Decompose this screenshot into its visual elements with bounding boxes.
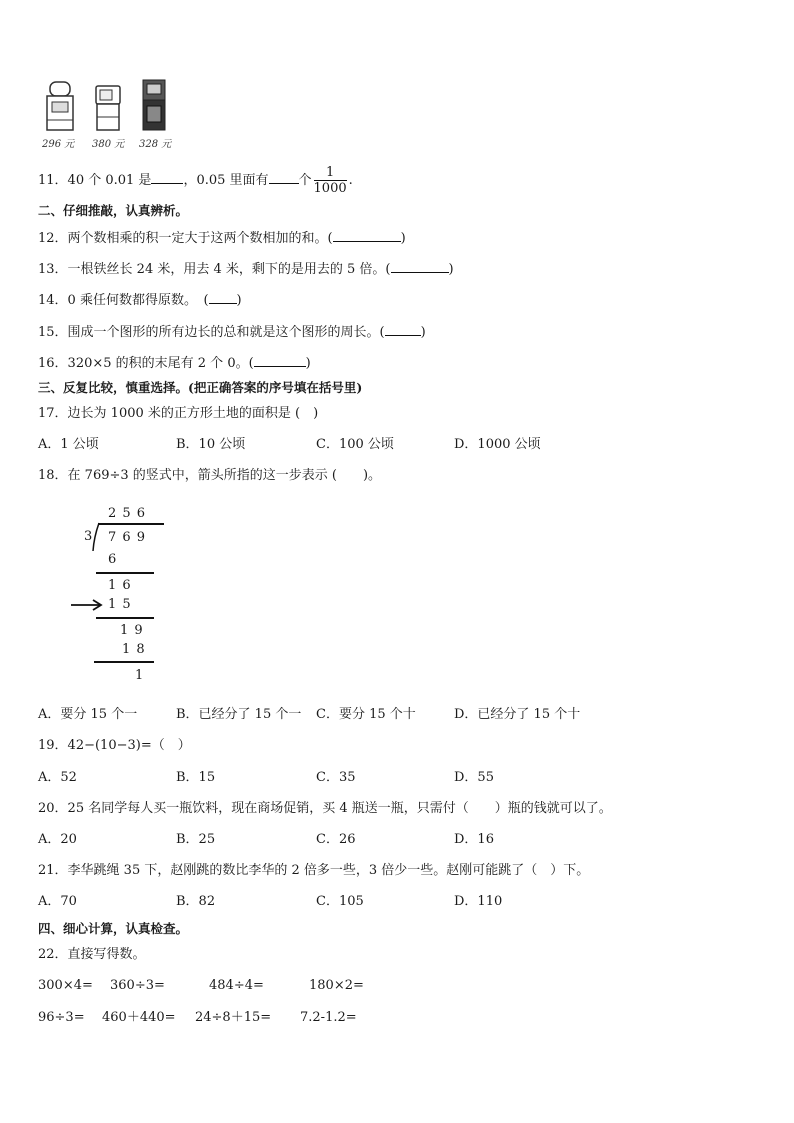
option-d[interactable]: D．110 <box>454 894 503 909</box>
option-d[interactable]: D．1000 公顷 <box>454 437 541 452</box>
division-step: 6 <box>108 552 117 567</box>
division-bracket <box>92 522 104 552</box>
calc-item: 360÷3= <box>110 978 165 993</box>
option-d[interactable]: D．已经分了 15 个十 <box>454 707 581 722</box>
question-text: 16．320×5 的积的末尾有 2 个 0。( <box>38 356 254 371</box>
calc-item: 484÷4= <box>209 978 264 993</box>
question-19-stem: 19．42−(10−3)=（ ） <box>38 738 191 753</box>
option-a[interactable]: A．要分 15 个一 <box>38 707 138 722</box>
question-14 <box>38 291 242 309</box>
answer-blank[interactable] <box>333 229 401 242</box>
option-a[interactable]: A．52 <box>38 770 77 785</box>
option-d[interactable]: D．16 <box>454 832 494 847</box>
answer-blank[interactable] <box>391 260 449 273</box>
bracket: ) <box>420 325 426 340</box>
q11-text: . <box>348 173 353 188</box>
division-line <box>96 572 154 574</box>
question-13 <box>38 260 454 278</box>
calc-item: 300×4= <box>38 978 93 993</box>
answer-blank[interactable] <box>269 171 299 184</box>
division-step: 1 9 <box>120 623 144 638</box>
section-heading: 四、细心计算，认真检查。 <box>38 921 189 936</box>
option-b[interactable]: B．15 <box>176 770 216 785</box>
option-d[interactable]: D．55 <box>454 770 494 785</box>
quotient: 2 5 6 <box>108 506 147 521</box>
fraction <box>314 165 347 196</box>
q11-text: 个 <box>298 173 312 188</box>
question-20-stem: 20．25 名同学每人买一瓶饮料，现在商场促销，买 4 瓶送一瓶，只需付（ ）瓶的钱就可以了。 <box>38 801 612 816</box>
answer-blank[interactable] <box>254 354 306 367</box>
question-16 <box>38 354 311 372</box>
arrow-icon <box>70 598 104 612</box>
calc-item: 180×2= <box>309 978 364 993</box>
question-15 <box>38 323 426 341</box>
section-heading: 三、反复比较，慎重选择。(把正确答案的序号填在括号里) <box>38 380 363 395</box>
question-22-stem: 22．直接写得数。 <box>38 947 146 962</box>
section-heading: 二、仔细推敲，认真辨析。 <box>38 203 189 218</box>
answer-blank[interactable] <box>209 291 237 304</box>
question-21-stem: 21．李华跳绳 35 下，赵刚跳的数比李华的 2 倍多一些，3 倍少一些。赵刚可能跳了（ ）下。 <box>38 863 590 878</box>
bracket: ) <box>236 293 242 308</box>
option-a[interactable]: A．20 <box>38 832 77 847</box>
fraction-denominator: 1000 <box>313 181 347 196</box>
division-step: 1 6 <box>108 578 132 593</box>
option-b[interactable]: B．已经分了 15 个一 <box>176 707 302 722</box>
option-b[interactable]: B．82 <box>176 894 216 909</box>
division-bar <box>98 523 164 525</box>
price-label: 328 元 <box>139 139 172 150</box>
question-text: 15．围成一个图形的所有边长的总和就是这个图形的周长。( <box>38 325 385 340</box>
division-line <box>94 661 154 663</box>
bracket: ) <box>400 231 406 246</box>
remainder: 1 <box>135 668 144 683</box>
bracket: ) <box>448 262 454 277</box>
question-text: 14．0 乘任何数都得原数。 ( <box>38 293 209 308</box>
division-step: 1 8 <box>122 642 146 657</box>
dividend: 7 6 9 <box>108 530 147 545</box>
calc-item: 24÷8＋15= <box>195 1010 272 1025</box>
question-text: 12．两个数相乘的积一定大于这两个数相加的和。( <box>38 231 333 246</box>
bracket: ) <box>305 356 311 371</box>
division-step: 1 5 <box>108 597 132 612</box>
microwave-icon <box>93 84 125 132</box>
answer-blank[interactable] <box>151 171 183 184</box>
option-b[interactable]: B．10 公顷 <box>176 437 246 452</box>
option-c[interactable]: C．100 公顷 <box>316 437 394 452</box>
question-18-stem: 18．在 769÷3 的竖式中，箭头所指的这一步表示 ( )。 <box>38 468 382 483</box>
question-12 <box>38 229 406 247</box>
calc-item: 460＋440= <box>102 1010 176 1025</box>
answer-blank[interactable] <box>385 323 421 336</box>
q11-text: ，0.05 里面有 <box>183 173 269 188</box>
option-a[interactable]: A．1 公顷 <box>38 437 99 452</box>
option-c[interactable]: C．要分 15 个十 <box>316 707 416 722</box>
price-label: 296 元 <box>42 139 75 150</box>
option-c[interactable]: C．105 <box>316 894 364 909</box>
calc-item: 96÷3= <box>38 1010 85 1025</box>
fraction-numerator: 1 <box>314 165 347 181</box>
q11-text: 11．40 个 0.01 是 <box>38 173 152 188</box>
option-c[interactable]: C．26 <box>316 832 356 847</box>
price-label: 380 元 <box>92 139 125 150</box>
division-line <box>96 617 154 619</box>
stove-icon <box>140 78 168 132</box>
option-b[interactable]: B．25 <box>176 832 216 847</box>
calc-item: 7.2-1.2= <box>300 1010 357 1025</box>
question-text: 13．一根铁丝长 24 米，用去 4 米，剩下的是用去的 5 倍。( <box>38 262 391 277</box>
option-a[interactable]: A．70 <box>38 894 77 909</box>
question-11 <box>38 165 353 197</box>
option-c[interactable]: C．35 <box>316 770 356 785</box>
divisor: 3 <box>84 529 93 544</box>
water-dispenser-icon <box>44 80 76 132</box>
question-17-stem: 17．边长为 1000 米的正方形土地的面积是 ( ) <box>38 406 319 421</box>
